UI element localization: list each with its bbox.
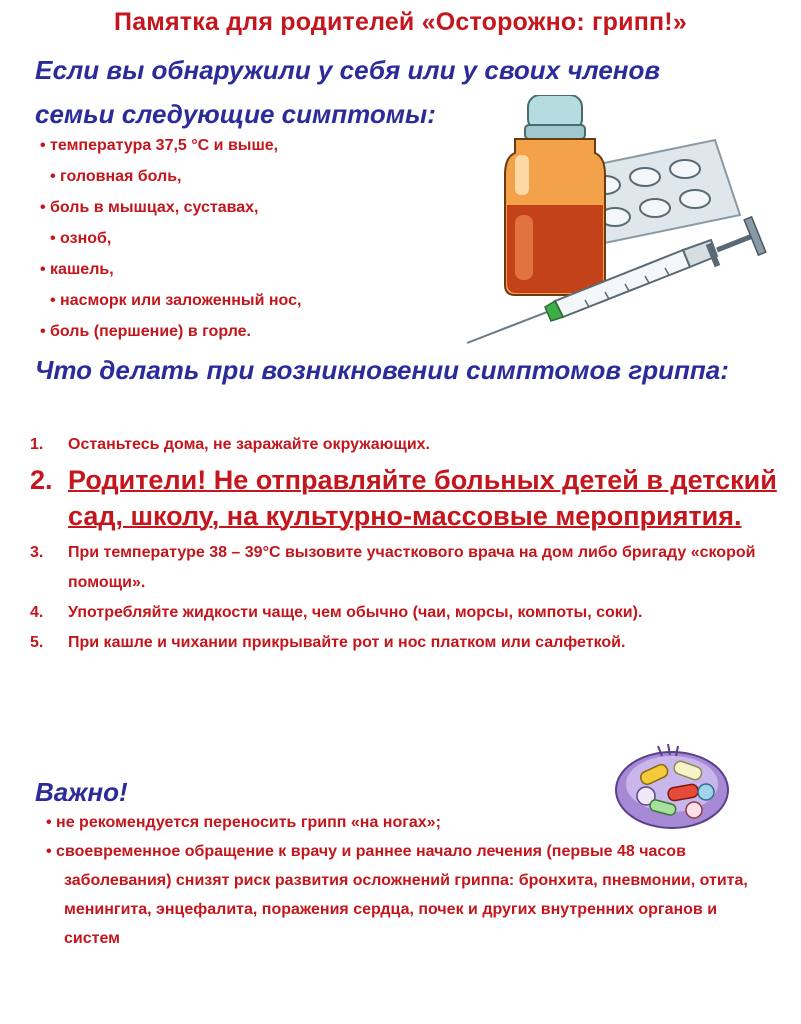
symptom-item: • головная боль, [40,161,301,192]
action-number: 3. [30,544,44,561]
action-item [30,430,790,460]
medicine-illustration [455,95,775,350]
symptoms-list [40,130,301,347]
symptom-item: • озноб, [40,223,301,254]
action-text: Останьтесь дома, не заражайте окружающих. [68,436,430,453]
action-number: 5. [30,634,44,651]
important-item: • своевременное обращение к врачу и раннее начало лечения (первые 48 часов заболевания) снизят риск развития осложнений гриппа: бронхита, пневмонии, отита, менингита, энцефалита, поражения сердца, почек и других внутренних органов и систем [42,837,772,953]
actions-list [30,430,790,658]
action-text: При кашле и чихании прикрывайте рот и нос платком или салфеткой. [68,634,626,651]
action-number: 2. [30,465,53,495]
action-item [30,628,790,658]
page-title: Памятка для родителей «Осторожно: грипп!» [114,8,687,36]
symptom-item: • боль (першение) в горле. [40,316,301,347]
symptom-item: • температура 37,5 °С и выше, [40,130,301,161]
important-item: • не рекомендуется переносить грипп «на ногах»; [42,808,772,837]
symptom-item: • насморк или заложенный нос, [40,285,301,316]
symptoms-heading: Если вы обнаружили у себя или у своих членов семьи следующие симптомы: [35,55,661,129]
medicine-bottle-icon [505,95,605,295]
actions-heading: Что делать при возникновении симптомов гриппа: [35,355,729,385]
symptom-item: • кашель, [40,254,301,285]
action-item-emphasis [30,462,790,534]
action-text: Родители! Не отправляйте больных детей в детский сад, школу, на культурно-массовые мероприятия. [68,465,777,531]
symptom-item: • боль в мышцах, суставах, [40,192,301,223]
action-text: Употребляйте жидкости чаще, чем обычно (чаи, морсы, компоты, соки). [68,604,643,621]
important-heading: Важно! [35,777,128,807]
action-number: 1. [30,436,44,453]
action-item [30,538,790,598]
important-list [42,808,772,953]
action-number: 4. [30,604,44,621]
action-item [30,598,790,628]
action-text: При температуре 38 – 39°С вызовите участкового врача на дом либо бригаду «скорой помощи». [68,544,756,591]
